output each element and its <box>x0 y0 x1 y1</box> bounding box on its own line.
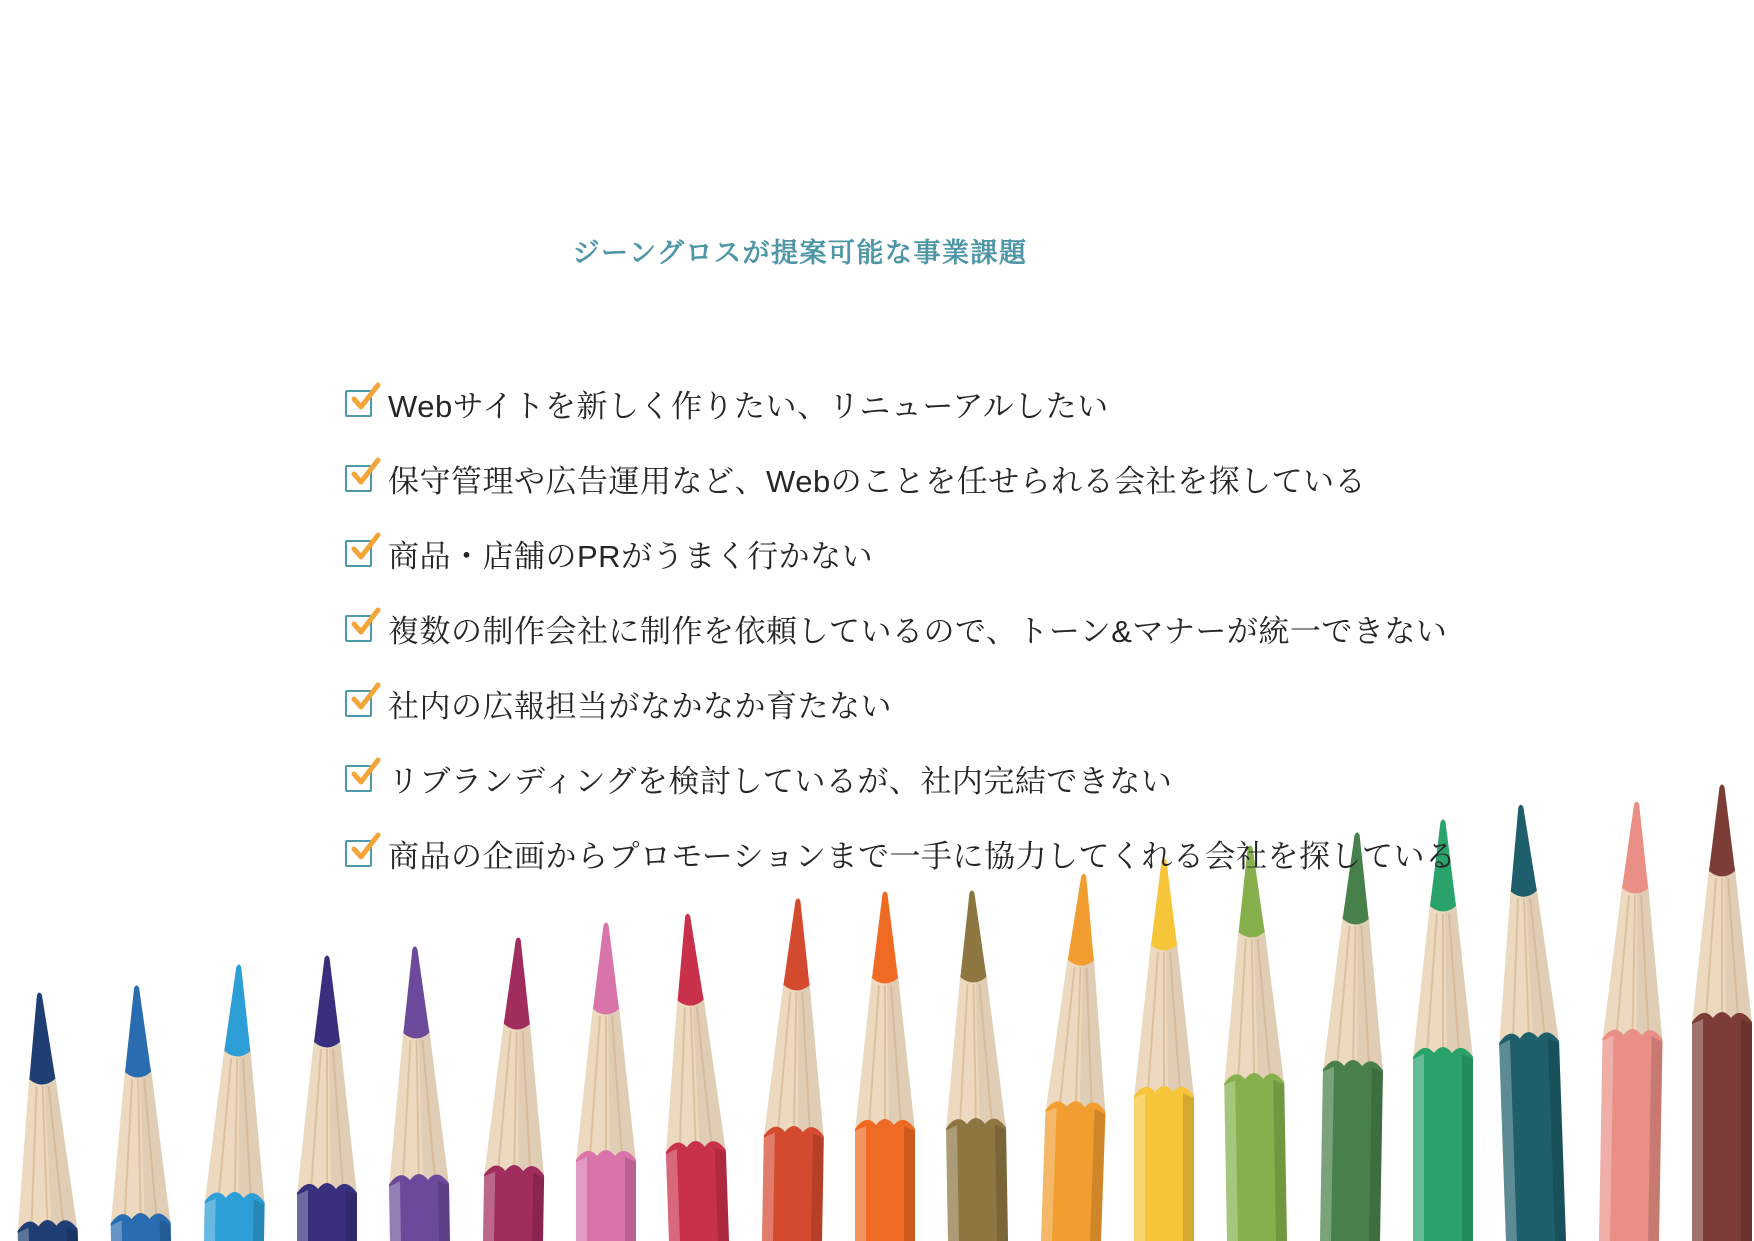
checkmark-icon <box>348 833 383 865</box>
checkmark-icon <box>348 683 383 715</box>
checklist-item <box>345 741 1457 816</box>
checklist-item-label: 保守管理や広告運用など、Webのことを任せられる会社を探している <box>388 464 1367 499</box>
checklist-item <box>345 516 1457 591</box>
checkbox-icon <box>345 615 372 642</box>
checklist <box>345 366 1457 891</box>
checkmark-icon <box>348 758 383 790</box>
checklist-item <box>345 666 1457 741</box>
checklist-item-label: 商品の企画からプロモーションまで一手に協力してくれる会社を探している <box>388 839 1457 874</box>
checklist-item <box>345 816 1457 891</box>
checkbox-icon <box>345 690 372 717</box>
checkbox-icon <box>345 765 372 792</box>
checklist-item <box>345 591 1457 666</box>
page-title: ジーングロスが提案可能な事業課題 <box>572 238 1028 268</box>
checklist-item-label: 商品・店舗のPRがうまく行かない <box>388 539 874 574</box>
checklist-item-label: リブランディングを検討しているが、社内完結できない <box>388 764 1173 799</box>
checkbox-icon <box>345 840 372 867</box>
checklist-item <box>345 441 1457 516</box>
checkbox-icon <box>345 390 372 417</box>
checklist-item-label: Webサイトを新しく作りたい、リニューアルしたい <box>388 389 1109 424</box>
checkmark-icon <box>348 383 383 415</box>
checklist-item-label: 複数の制作会社に制作を依頼しているので、トーン&マナーが統一できない <box>388 614 1448 649</box>
checkmark-icon <box>348 458 383 490</box>
checklist-item <box>345 366 1457 441</box>
checkmark-icon <box>348 608 383 640</box>
checkmark-icon <box>348 533 383 565</box>
checkbox-icon <box>345 465 372 492</box>
checkbox-icon <box>345 540 372 567</box>
checklist-item-label: 社内の広報担当がなかなか育たない <box>388 689 892 724</box>
